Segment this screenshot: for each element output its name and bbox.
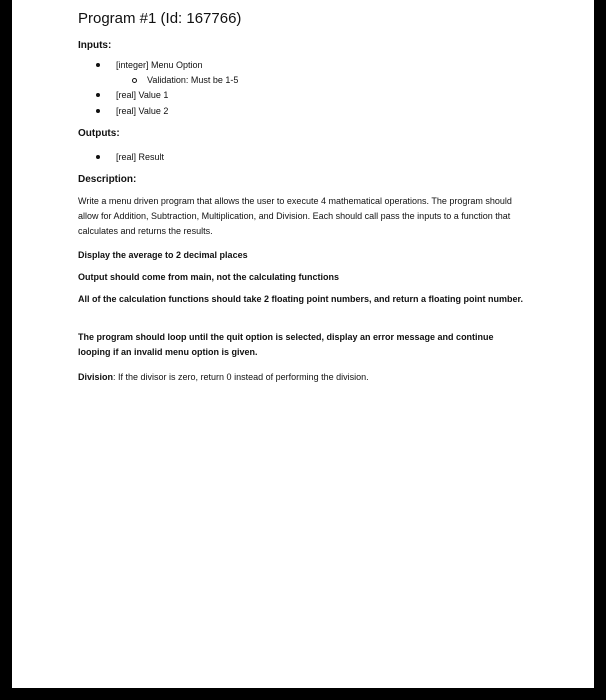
rule-output-main: Output should come from main, not the calculating functions (78, 272, 340, 282)
inputs-heading: Inputs: (78, 40, 112, 51)
rule-calculation-functions: All of the calculation functions should take 2 floating point numbers, and return a floating point number. (78, 294, 524, 304)
division-rule (78, 370, 528, 385)
bullet-icon (96, 63, 100, 67)
division-text: : If the divisor is zero, return 0 instead of performing the division. (113, 372, 369, 382)
bullet-icon (96, 93, 100, 97)
input-item-value-1: [real] Value 1 (96, 90, 168, 100)
input-subitem-validation: Validation: Must be 1-5 (132, 75, 238, 85)
input-item-menu-option: [integer] Menu Option (96, 60, 203, 70)
rule-loop: The program should loop until the quit option is selected, display an error message and continue looping if an invalid menu option is given. (78, 332, 494, 357)
hollow-bullet-icon (132, 78, 137, 83)
description-heading: Description: (78, 174, 137, 185)
description-body: Write a menu driven program that allows the user to execute 4 mathematical operations. The program should allow for Addition, Subtraction, Multiplication, and Division. Each should call pass the inputs to a function that calculates and returns the results. (78, 196, 512, 236)
rule-average: Display the average to 2 decimal places (78, 250, 248, 260)
input-item-value-2: [real] Value 2 (96, 106, 168, 116)
bullet-icon (96, 109, 100, 113)
output-item-result: [real] Result (96, 152, 164, 162)
division-label: Division (78, 372, 114, 382)
bullet-icon (96, 155, 100, 159)
document-page (12, 0, 594, 688)
outputs-heading: Outputs: (78, 128, 120, 139)
program-title: Program #1 (Id: 167766) (78, 10, 242, 27)
